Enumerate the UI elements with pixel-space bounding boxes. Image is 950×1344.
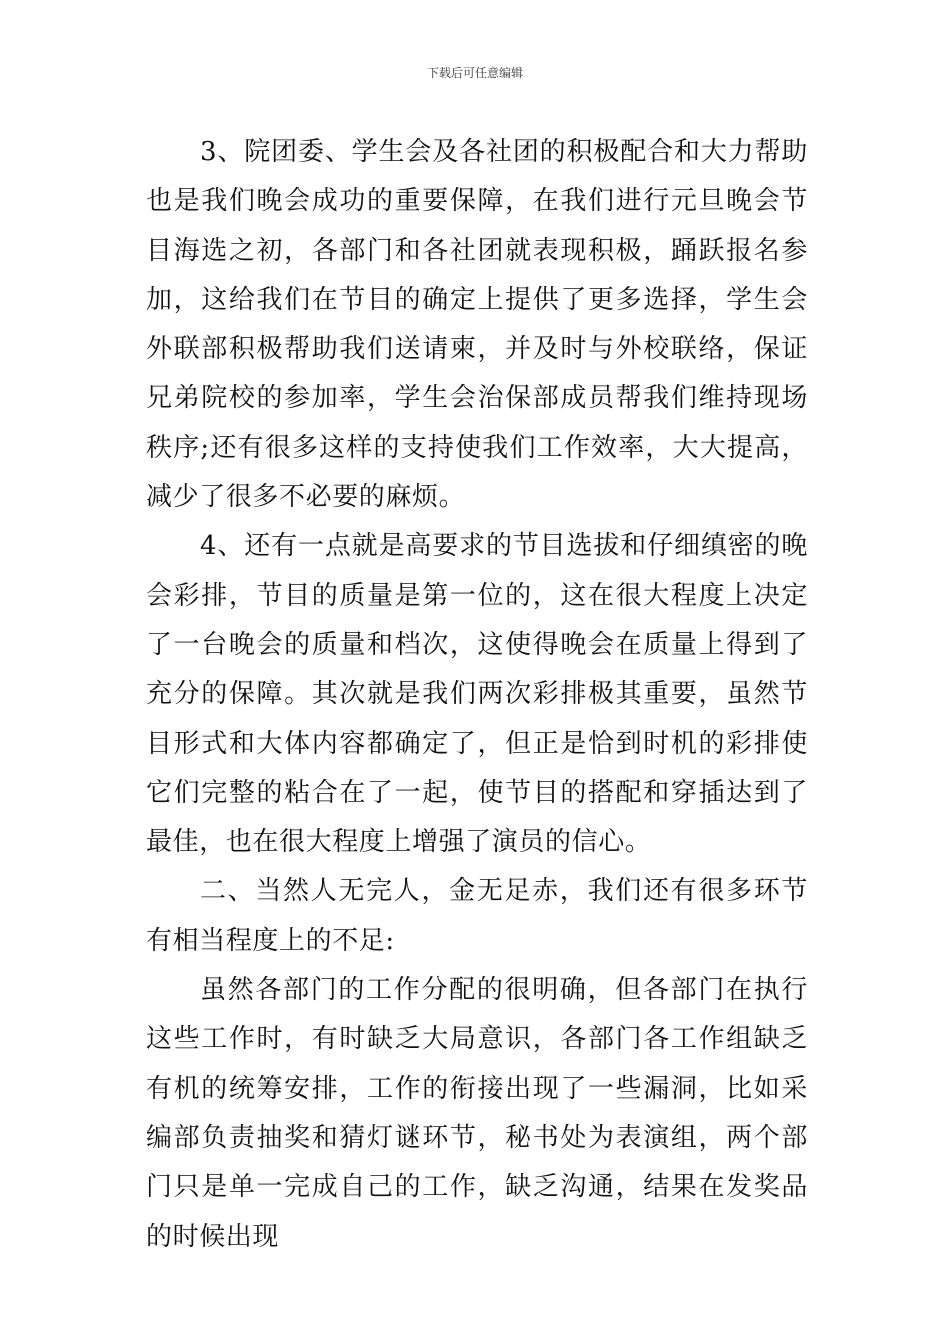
paragraph-3: 3、院团委、学生会及各社团的积极配合和大力帮助也是我们晚会成功的重要保障，在我们进行元旦晚会节目海选之初，各部门和各社团就表现积极，踊跃报名参加，这给我们在节目的确定上提供了更多选择，学生会外联部积极帮助我们送请柬，并及时与外校联络，保证兄弟院校的参加率，学生会治保部成员帮我们维持现场秩序;还有很多这样的支持使我们工作效率，大大提高，减少了很多不必要的麻烦。	[146, 137, 808, 513]
paragraph-shortcomings-detail: 虽然各部门的工作分配的很明确，但各部门在执行这些工作时，有时缺乏大局意识，各部门各工作组缺乏有机的统筹安排，工作的衔接出现了一些漏洞，比如采编部负责抽奖和猜灯谜环节，秘书处为表演组，两个部门只是单一完成自己的工作，缺乏沟通，结果在发奖品的时候出现	[146, 975, 808, 1252]
section-heading-shortcomings: 二、当然人无完人，金无足赤，我们还有很多环节有相当程度上的不足:	[146, 876, 808, 956]
page-header: 下载后可任意编辑	[426, 66, 523, 80]
paragraph-4: 4、还有一点就是高要求的节目选拔和仔细缜密的晚会彩排，节目的质量是第一位的，这在很大程度上决定了一台晚会的质量和档次，这使得晚会在质量上得到了充分的保障。其次就是我们两次彩排极其重要，虽然节目形式和大体内容都确定了，但正是恰到时机的彩排使它们完整的粘合在了一起，使节目的搭配和穿插达到了最佳，也在很大程度上增强了演员的信心。	[146, 531, 808, 858]
document-body	[146, 128, 808, 1262]
